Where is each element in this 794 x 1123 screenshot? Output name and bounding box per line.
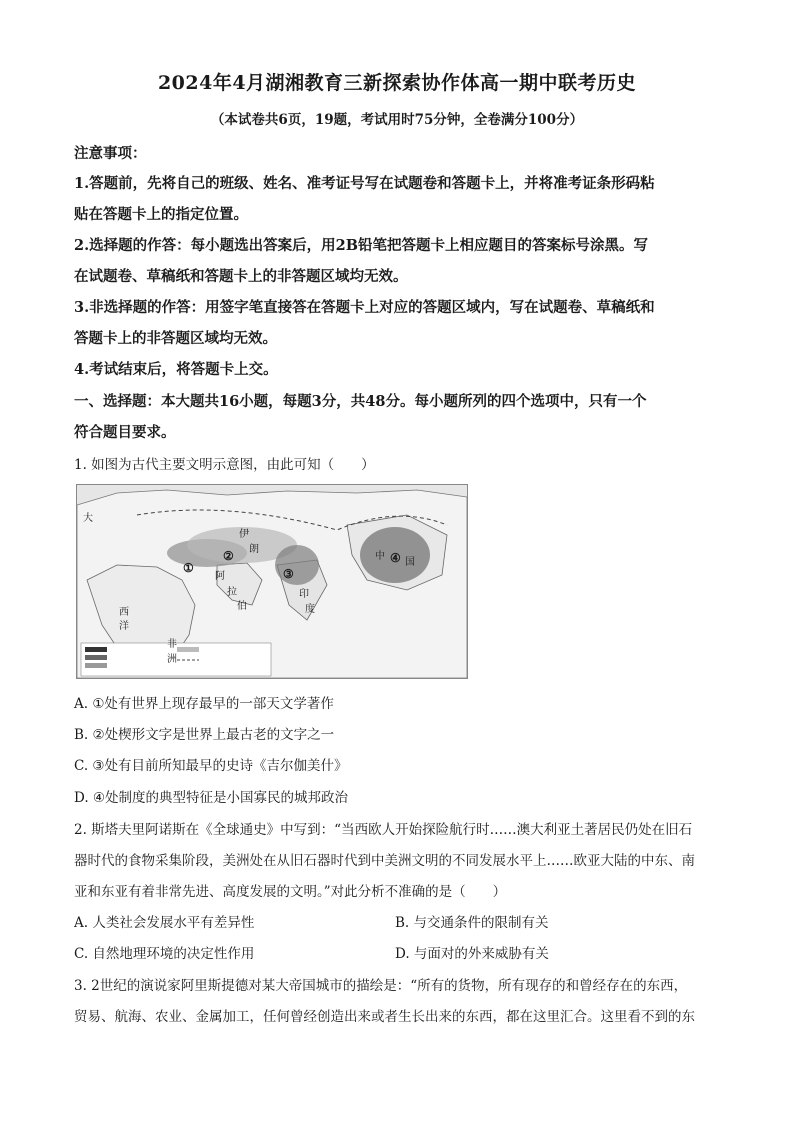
section-heading: 符合题目要求。 — [74, 424, 176, 441]
map-label: 拉 — [227, 587, 237, 598]
map-label: 非 — [167, 639, 177, 650]
question-2-option-c: C. 自然地理环境的决定性作用 — [74, 946, 255, 962]
question-3-stem-line: 3. 2世纪的演说家阿里斯提德对某大帝国城市的描绘是：“所有的货物，所有现存的和曾经存在的东西， — [74, 978, 688, 994]
notes-line: 4.考试结束后，将答题卡上交。 — [74, 361, 278, 378]
question-3-stem-line: 贸易、航海、农业、金属加工，任何曾经创造出来或者生长出来的东西，都在这里汇合。这里看不到的东 — [74, 1009, 695, 1025]
map-marker-4: ④ — [390, 551, 401, 565]
notes-line: 2.选择题的作答：每小题选出答案后，用2B铅笔把答题卡上相应题目的答案标号涂黑。写 — [74, 237, 648, 254]
map-label: 大 — [83, 513, 93, 524]
map-marker-2: ② — [223, 549, 234, 563]
map-marker-3: ③ — [283, 567, 294, 581]
question-1-option-a: A. ①处有世界上现存最早的一部天文学著作 — [74, 696, 334, 712]
notes-line: 在试题卷、草稿纸和答题卡上的非答题区域均无效。 — [74, 268, 408, 285]
question-1-option-d: D. ④处制度的典型特征是小国寡民的城邦政治 — [74, 790, 349, 806]
map-marker-1: ① — [183, 561, 194, 575]
question-2-option-d: D. 与面对的外来威胁有关 — [395, 946, 549, 962]
map-label: 伊 — [239, 529, 249, 540]
notes-line: 3.非选择题的作答：用签字笔直接答在答题卡上对应的答题区域内，写在试题卷、草稿纸和 — [74, 299, 655, 316]
map-label: 西 — [119, 607, 129, 618]
question-2-option-a: A. 人类社会发展水平有差异性 — [74, 915, 255, 931]
map-label: 洲 — [167, 654, 177, 665]
section-heading: 一、选择题：本大题共16小题，每题3分，共48分。每小题所列的四个选项中，只有一个 — [74, 393, 647, 410]
question-2-option-b: B. 与交通条件的限制有关 — [395, 915, 549, 931]
map-label: 度 — [305, 604, 315, 615]
question-1-option-b: B. ②处楔形文字是世界上最古老的文字之一 — [74, 727, 335, 743]
map-label: 国 — [405, 557, 415, 568]
map-label: 印 — [299, 589, 309, 600]
question-2-stem-line: 亚和东亚有着非常先进、高度发展的文明。”对此分析不准确的是（ ） — [74, 884, 507, 900]
notes-line: 答题卡上的非答题区域均无效。 — [74, 330, 277, 347]
map-graphic — [77, 485, 467, 678]
question-1-option-c: C. ③处有目前所知最早的史诗《吉尔伽美什》 — [74, 758, 348, 774]
map-label: 朗 — [249, 544, 259, 555]
question-2-stem-line: 2. 斯塔夫里阿诺斯在《全球通史》中写到：“当西欧人开始探险航行时……澳大利亚土著居民仍处在旧石 — [74, 822, 693, 838]
notes-line: 1.答题前，先将自己的班级、姓名、准考证号写在试题卷和答题卡上，并将准考证条形码粘 — [74, 175, 655, 192]
page-subtitle: （本试卷共6页，19题，考试用时75分钟，全卷满分100分） — [210, 112, 584, 128]
page-title: 2024年4月湖湘教育三新探索协作体高一期中联考历史 — [157, 72, 637, 94]
question-2-stem-line: 器时代的食物采集阶段，美洲处在从旧石器时代到中美洲文明的不同发展水平上……欧亚大陆的中东、南 — [74, 853, 695, 869]
question-1-stem: 1. 如图为古代主要文明示意图，由此可知（ ） — [74, 457, 375, 473]
map-label: 伯 — [237, 601, 247, 612]
map-label: 洋 — [119, 621, 129, 632]
ancient-civilizations-map — [76, 484, 468, 679]
map-label: 阿 — [215, 571, 225, 582]
notes-line: 贴在答题卡上的指定位置。 — [74, 206, 248, 223]
notes-heading: 注意事项： — [74, 145, 147, 162]
map-label: 中 — [375, 551, 385, 562]
